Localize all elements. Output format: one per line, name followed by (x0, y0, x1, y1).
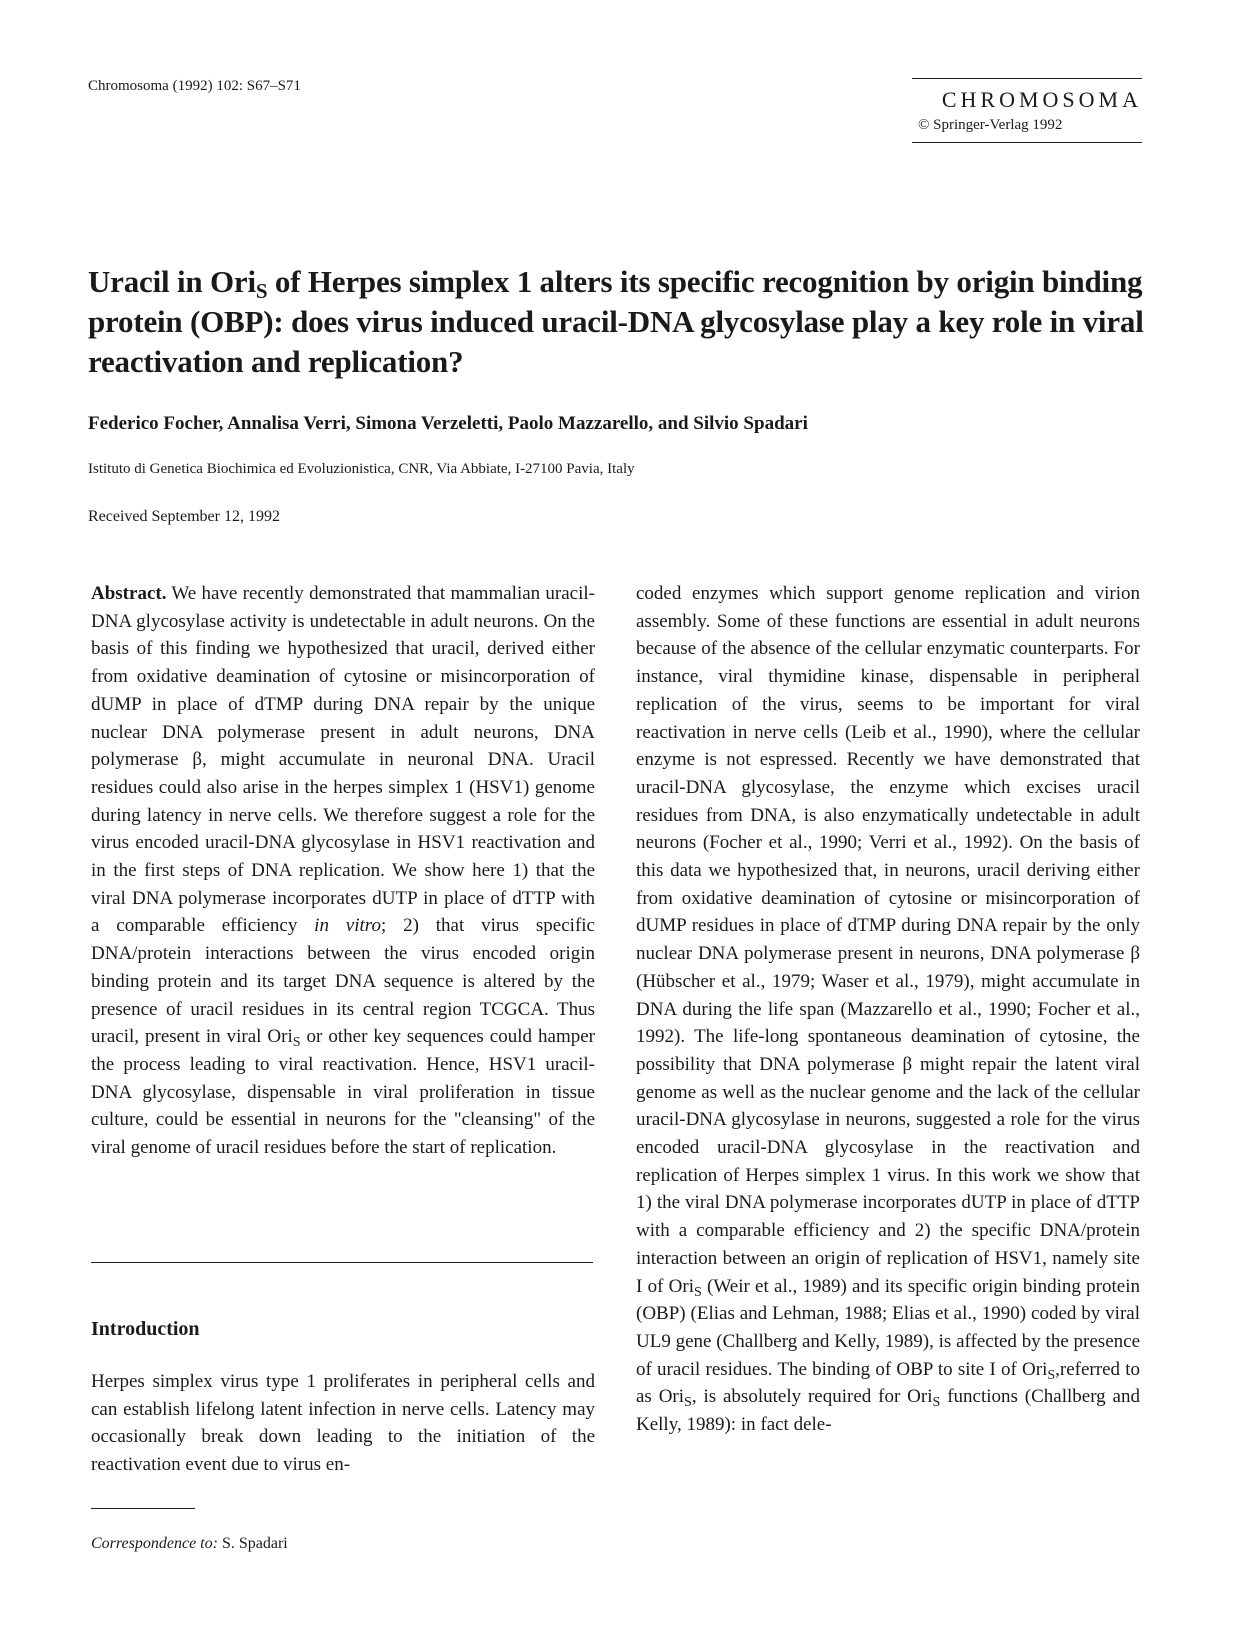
right-text-e: functions (Challberg and Kelly, 1989): in fact dele- (636, 1386, 1140, 1436)
right-column-text (636, 580, 1140, 1439)
title-subscript: S (255, 279, 268, 303)
right-text-a: coded enzymes which support genome replication and virion assembly. Some of these functions are essential in adult neurons because of the absence of the cellular enzymatic counterparts. For instance, viral thymidine kinase, dispensable in peripheral replication of the virus, seems to be important for viral reactivation in nerve cells (Leib et al., 1990), where the cellular enzyme is not espressed. Recently we have demonstrated that uracil-DNA glycosylase, the enzyme which excises uracil residues from DNA, is also enzymatically undetectable in adult neurons (Focher et al., 1990; Verri et al., 1992). On the basis of this data we hypothesized that, in neurons, uracil deriving either from oxidative deamination of cytosine or misincorporation of dUMP residues in place of dTMP during DNA repair by the only nuclear DNA polymerase present in neurons, DNA polymerase β (Hübscher et al., 1979; Waser et al., 1979), might accumulate in DNA during the life span (Mazzarello et al., 1990; Focher et al., 1992). The life-long spontaneous deamination of cytosine, the possibility that DNA polymerase β might repair the latent viral genome as well as the nuclear genome and the lack of the cellular uracil-DNA glycosylase in neurons, suggested a role for the virus encoded uracil-DNA glycosylase in the reactivation and replication of Herpes simplex 1 virus. In this work we show that 1) the viral DNA polymerase incorporates dUTP in place of dTTP with a comparable efficiency and 2) the specific DNA/protein interaction between an origin of replication of HSV1, namely site I of Ori (636, 583, 1140, 1297)
right-subscript-4: S (932, 1395, 941, 1411)
abstract-text-b: ; 2) that virus specific DNA/protein interactions between the virus encoded origin binding protein and its target DNA sequence is altered by the presence of uracil residues in its central region TCGCA. Thus uracil, present in viral Ori (91, 915, 595, 1048)
right-subscript-2: S (1047, 1367, 1056, 1383)
journal-name: CHROMOSOMA (941, 87, 1142, 112)
right-text-d: , is absolutely required for Ori (691, 1386, 933, 1408)
right-text-b: (Weir et al., 1989) and its specific origin binding protein (OBP) (Elias and Lehman, 1988; Elias et al., 1990) coded by viral UL9 gene (Challberg and Kelly, 1989), is affected by the presence of uracil residues. The binding of OBP to site I of Ori (636, 1275, 1140, 1380)
title-part-1: Uracil in Ori (88, 264, 256, 299)
masthead-top-rule (912, 78, 1142, 79)
article-title (88, 262, 1148, 382)
right-subscript-1: S (693, 1284, 702, 1300)
correspondence-name: S. Spadari (217, 1535, 288, 1552)
masthead-bottom-rule (912, 142, 1142, 143)
correspondence-footnote (91, 1535, 288, 1553)
journal-masthead (912, 78, 1142, 143)
right-text-c: ,referred to as Ori (636, 1358, 1140, 1408)
abstract-subscript: S (292, 1035, 301, 1051)
correspondence-label: Correspondence to: (91, 1535, 218, 1552)
abstract-text-a: We have recently demonstrated that mammalian uracil-DNA glycosylase activity is undetectable in adult neurons. On the basis of this finding we hypothesized that uracil, derived either from oxidative deamination of cytosine or misincorporation of dUMP in place of dTMP during DNA repair by the unique nuclear DNA polymerase present in adult neurons, DNA polymerase β, might accumulate in neuronal DNA. Uracil residues could also arise in the herpes simplex 1 (HSV1) genome during latency in nerve cells. We therefore suggest a role for the virus encoded uracil-DNA glycosylase in HSV1 reactivation and in the first steps of DNA replication. We show here 1) that the viral DNA polymerase incorporates dUTP in place of dTTP with a comparable efficiency (91, 583, 595, 937)
abstract-italic: in vitro (314, 915, 381, 937)
abstract-divider (91, 1262, 593, 1263)
introduction-text: Herpes simplex virus type 1 proliferates in peripheral cells and can establish lifelong latent infection in nerve cells. Latency may occasionally break down leading to the initiation of the reactivation event due to virus en- (91, 1371, 595, 1476)
abstract-label: Abstract. (91, 583, 167, 604)
introduction-heading: Introduction (91, 1318, 200, 1340)
author-list: Federico Focher, Annalisa Verri, Simona Verzeletti, Paolo Mazzarello, and Silvio Spadari (88, 413, 808, 434)
received-date: Received September 12, 1992 (88, 508, 280, 525)
abstract-text-c: or other key sequences could hamper the process leading to viral reactivation. Hence, HSV1 uracil-DNA glycosylase, dispensable in viral proliferation in tissue culture, could be essential in neurons for the "cleansing" of the viral genome of uracil residues before the start of replication. (91, 1026, 595, 1159)
affiliation: Istituto di Genetica Biochimica ed Evoluzionistica, CNR, Via Abbiate, I-27100 Pavia, Italy (88, 461, 635, 477)
copyright-notice: © Springer-Verlag 1992 (918, 117, 1063, 133)
journal-citation: Chromosoma (1992) 102: S67–S71 (88, 78, 301, 94)
footnote-divider (91, 1508, 195, 1509)
right-subscript-3: S (684, 1395, 692, 1411)
abstract (91, 580, 595, 1162)
title-part-2: of Herpes simplex 1 alters its specific recognition by origin binding protein (OBP): does virus induced uracil-DNA glycosylase play a key role in viral reactivation and replication? (88, 264, 1144, 379)
